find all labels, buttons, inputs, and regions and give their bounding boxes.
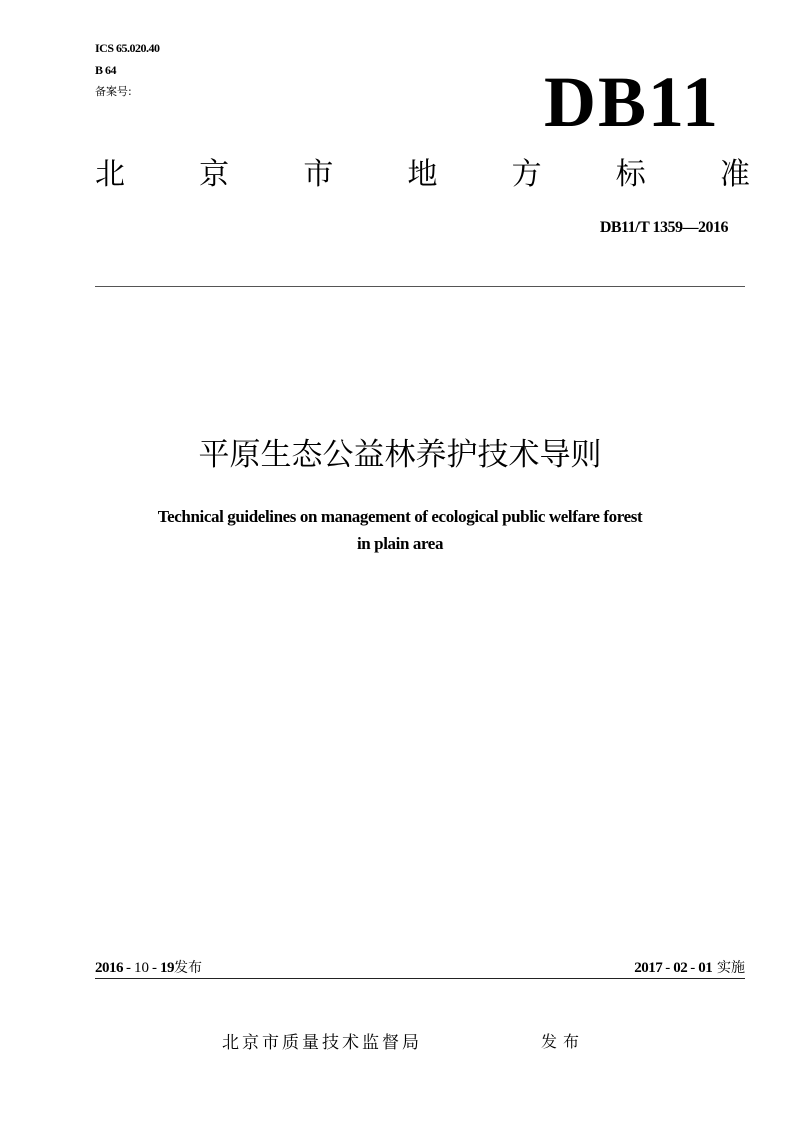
ics-code: ICS 65.020.40 <box>95 41 160 55</box>
implement-day: 01 <box>698 960 713 976</box>
title-english-line-2: in plain area <box>356 534 444 553</box>
filing-number-label: 备案号: <box>95 85 132 98</box>
implement-label: 实施 <box>717 960 745 976</box>
standard-type-char: 京 <box>199 157 230 192</box>
standard-type-char: 方 <box>511 157 542 192</box>
implement-year: 2017 <box>634 960 663 976</box>
issue-month: 10 <box>134 960 149 976</box>
header-divider <box>95 286 745 287</box>
standard-type-char: 标 <box>615 157 646 192</box>
issue-day: 19 <box>160 960 174 976</box>
standard-code: DB11 <box>543 62 720 142</box>
implement-month: 02 <box>673 960 688 976</box>
standard-type-char: 准 <box>719 157 750 192</box>
standard-type-char: 北 <box>95 157 125 192</box>
standard-type <box>95 155 750 195</box>
title-chinese: 平原生态公益林养护技术导则 <box>198 437 602 473</box>
title-english-line-1: Technical guidelines on management of ecological public welfare forest <box>157 507 643 526</box>
standard-type-char: 地 <box>407 157 438 192</box>
standard-type-char: 市 <box>303 157 334 192</box>
issue-year: 2016 <box>95 960 123 976</box>
ccs-code: B 64 <box>95 63 117 77</box>
publisher-name: 北京市质量技术监督局 <box>222 1033 422 1053</box>
implementation-date: 2017 - 02 - 01 实施 <box>634 960 745 976</box>
footer-divider <box>95 978 745 979</box>
issue-date: 2016 - 10 - 19发布 <box>95 960 202 976</box>
publisher-action: 发布 <box>541 1032 586 1051</box>
standard-number: DB11/T 1359—2016 <box>599 219 728 236</box>
issue-label: 发布 <box>174 960 202 976</box>
